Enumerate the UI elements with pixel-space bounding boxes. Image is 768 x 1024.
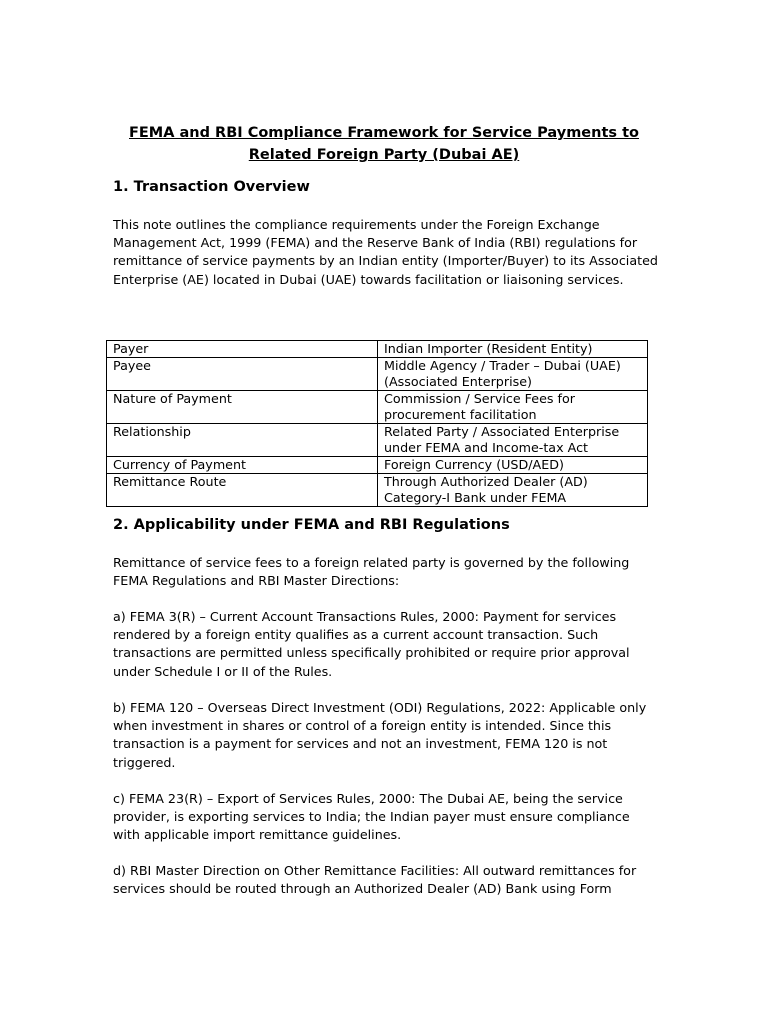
section-1-intro: This note outlines the compliance requirements under the Foreign Exchange Management Act, 1999 (FEMA) and the Reserve Bank of India (RBI) regulations for remittance of service payments by an Indian entity (Importer/Buyer) to its Associated Enterprise (AE) located in Dubai (UAE) towards facilitation or liaisoning services. <box>113 217 658 287</box>
regulation-item-b: b) FEMA 120 – Overseas Direct Investment (ODI) Regulations, 2022: Applicable only when investment in shares or control of a foreign entity is intended. Since this transaction is a payment for services and not an investment, FEMA 120 is not triggered. <box>113 700 647 770</box>
table-key: Payer <box>107 341 378 358</box>
regulation-item-c: c) FEMA 23(R) – Export of Services Rules, 2000: The Dubai AE, being the service provider, is exporting services to India; the Indian payer must ensure compliance with applicable import remittance guidelines. <box>113 791 630 843</box>
table-value: Foreign Currency (USD/AED) <box>378 457 648 474</box>
section-1-heading: 1. Transaction Overview <box>113 179 310 195</box>
table-row <box>107 457 648 474</box>
table-value: Through Authorized Dealer (AD) Category-I Bank under FEMA <box>378 474 648 507</box>
table-row <box>107 391 648 424</box>
table-value: Indian Importer (Resident Entity) <box>378 341 648 358</box>
table-row <box>107 424 648 457</box>
table-value: Middle Agency / Trader – Dubai (UAE) (Associated Enterprise) <box>378 358 648 391</box>
document-title <box>100 122 668 166</box>
transaction-overview-table <box>106 340 648 507</box>
table-key: Remittance Route <box>107 474 378 507</box>
table-row <box>107 358 648 391</box>
title-line-1: FEMA and RBI Compliance Framework for Service Payments to <box>129 125 639 141</box>
table-value: Commission / Service Fees for procurement facilitation <box>378 391 648 424</box>
table-value: Related Party / Associated Enterprise under FEMA and Income-tax Act <box>378 424 648 457</box>
regulation-item-d: d) RBI Master Direction on Other Remittance Facilities: All outward remittances for services should be routed through an Authorized Dealer (AD) Bank using Form <box>113 863 637 897</box>
table-row <box>107 341 648 358</box>
table-key: Relationship <box>107 424 378 457</box>
section-2-intro: Remittance of service fees to a foreign related party is governed by the following FEMA Regulations and RBI Master Directions: <box>113 555 630 589</box>
section-2-heading: 2. Applicability under FEMA and RBI Regulations <box>113 517 510 533</box>
table-key: Currency of Payment <box>107 457 378 474</box>
table-row <box>107 474 648 507</box>
table-key: Payee <box>107 358 378 391</box>
table-key: Nature of Payment <box>107 391 378 424</box>
regulation-item-a: a) FEMA 3(R) – Current Account Transactions Rules, 2000: Payment for services rendered by a foreign entity qualifies as a current account transaction. Such transactions are permitted unless specifically prohibited or require prior approval under Schedule I or II of the Rules. <box>113 609 630 679</box>
title-line-2: Related Foreign Party (Dubai AE) <box>248 147 520 163</box>
